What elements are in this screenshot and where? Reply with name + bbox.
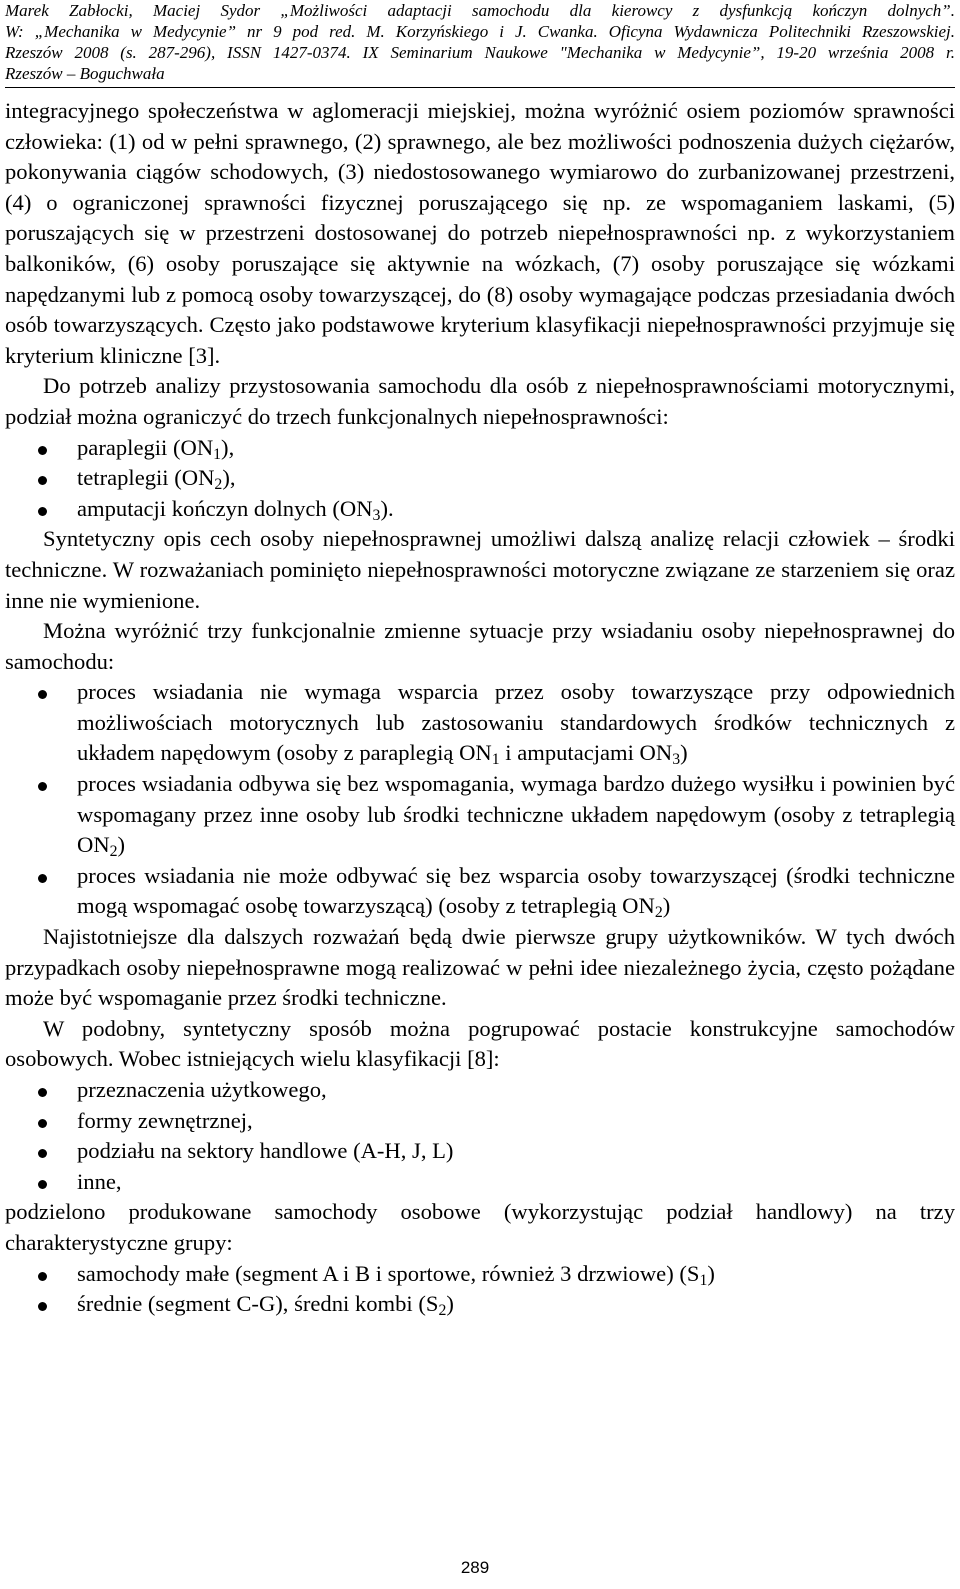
paragraph-4: Można wyróżnić trzy funkcjonalnie zmienne sytuacje przy wsiadaniu osoby niepełnosprawnej do samochodu: (5, 618, 955, 674)
list-item: samochody małe (segment A i B i sportowe, również 3 drzwiowe) $(S_1)$ (5, 1259, 955, 1290)
paragraph-6: W podobny, syntetyczny sposób można pogrupować postacie konstrukcyjne samochodów osobowych. Wobec istniejących wielu klasyfikacji [8]: (5, 1015, 955, 1072)
paragraph-1: integracyjnego społeczeństwa w aglomeracji miejskiej, można wyróżnić osiem poziomów sprawności człowieka: (1) od w pełni sprawnego, (2) sprawnego, ale bez możliwości podnoszenia dużych ciężarów, pokonywania ciągów schodowych, (3) niedostosowanego wymiarowo do zurbanizowanej przestrzeni, (4) o ograniczonej sprawności fizycznej poruszającego się np. ze wspomaganiem laskami, (5) poruszających się w przestrzeni dostosowanej do potrzeb niepełnosprawności np. z wykorzystaniem balkoników, (6) osoby poruszające się aktywnie na wózkach, (7) osoby poruszające się wózkami napędzanymi lub z pomocą osoby towarzyszącej, do (8) osoby wymagające podczas przesiadania dwóch osób towarzyszących. Często jako podstawowe kryterium klasyfikacji niepełnosprawności przyjmuje się kryterium kliniczne [3]. (5, 98, 955, 368)
classification-list (5, 1075, 955, 1197)
bullet-icon (38, 690, 47, 699)
citation-line-4: Rzeszów – Boguchwała (5, 64, 165, 83)
list-item: paraplegii $(ON_1)$, (5, 433, 955, 464)
bullet-icon (38, 1088, 47, 1097)
list-item: proces wsiadania nie wymaga wsparcia przez osoby towarzyszące przy odpowiednich możliwościach motorycznych lub zastosowaniu standardowych środków technicznych z układem napędowym (osoby z paraplegią $ON_1$ i amputacjami $ON_3$) (5, 677, 955, 769)
bullet-icon (38, 476, 47, 485)
list-item: tetraplegii $(ON_2)$, (5, 463, 955, 494)
boarding-situations-list (5, 677, 955, 922)
header-rule (5, 87, 955, 88)
document-page (5, 0, 955, 1320)
car-groups-list (5, 1259, 955, 1320)
citation-header (5, 0, 955, 88)
body-text (5, 96, 955, 1320)
bullet-icon (38, 1272, 47, 1281)
bullet-icon (38, 874, 47, 883)
bullet-icon (38, 1180, 47, 1189)
citation-line-3: Rzeszów 2008 (s. 287-296), ISSN 1427-0374. IX Seminarium Naukowe "Mechanika w Medycynie”, 19-20 września 2008 r. (5, 43, 955, 62)
paragraph-7: podzielono produkowane samochody osobowe (wykorzystując podział handlowy) na trzy charakterystyczne grupy: (5, 1199, 955, 1255)
list-item: przeznaczenia użytkowego, (5, 1075, 955, 1106)
bullet-icon (38, 1119, 47, 1128)
list-item: proces wsiadania nie może odbywać się bez wsparcia osoby towarzyszącej (środki techniczne mogą wspomagać osobę towarzyszącą) (osoby z tetraplegią $ON_2$) (5, 861, 955, 922)
page-number: 289 (460, 1558, 490, 1577)
bullet-icon (38, 782, 47, 791)
list-item: proces wsiadania odbywa się bez wspomagania, wymaga bardzo dużego wysiłku i powinien być wspomagany przez inne osoby lub środki techniczne układem napędowym (osoby z tetraplegią $ON_2$) (5, 769, 955, 861)
list-item: inne, (5, 1167, 955, 1198)
paragraph-2: Do potrzeb analizy przystosowania samochodu dla osób z niepełnosprawnościami motorycznymi, podział można ograniczyć do trzech funkcjonalnych niepełnosprawności: (5, 373, 955, 429)
citation-line-1: Marek Zabłocki, Maciej Sydor „Możliwości adaptacji samochodu dla kierowcy z dysfunkcją kończyn dolnych”. (5, 1, 955, 20)
bullet-icon (38, 1149, 47, 1158)
bullet-icon (38, 1302, 47, 1311)
list-item: formy zewnętrznej, (5, 1106, 955, 1137)
list-item: podziału na sektory handlowe (A-H, J, L) (5, 1136, 955, 1167)
citation-line-2: W: „Mechanika w Medycynie” nr 9 pod red. M. Korzyńskiego i J. Cwanka. Oficyna Wydawnicza Politechniki Rzeszowskiej. (5, 22, 955, 41)
list-item: średnie (segment C-G), średni kombi $(S_2)$ (5, 1289, 955, 1320)
list-item: amputacji kończyn dolnych $(ON_3)$. (5, 494, 955, 525)
disability-list (5, 433, 955, 525)
paragraph-3: Syntetyczny opis cech osoby niepełnosprawnej umożliwi dalszą analizę relacji człowiek – środki techniczne. W rozważaniach pominięto niepełnosprawności motoryczne związane ze starzeniem się oraz inne nie wymienione. (5, 526, 955, 613)
bullet-icon (38, 446, 47, 455)
bullet-icon (38, 507, 47, 516)
paragraph-5: Najistotniejsze dla dalszych rozważań będą dwie pierwsze grupy użytkowników. W tych dwóch przypadkach osoby niepełnosprawne mogą realizować w pełni idee niezależnego życia, często pożądane może być wspomaganie przez środki techniczne. (5, 924, 955, 1011)
